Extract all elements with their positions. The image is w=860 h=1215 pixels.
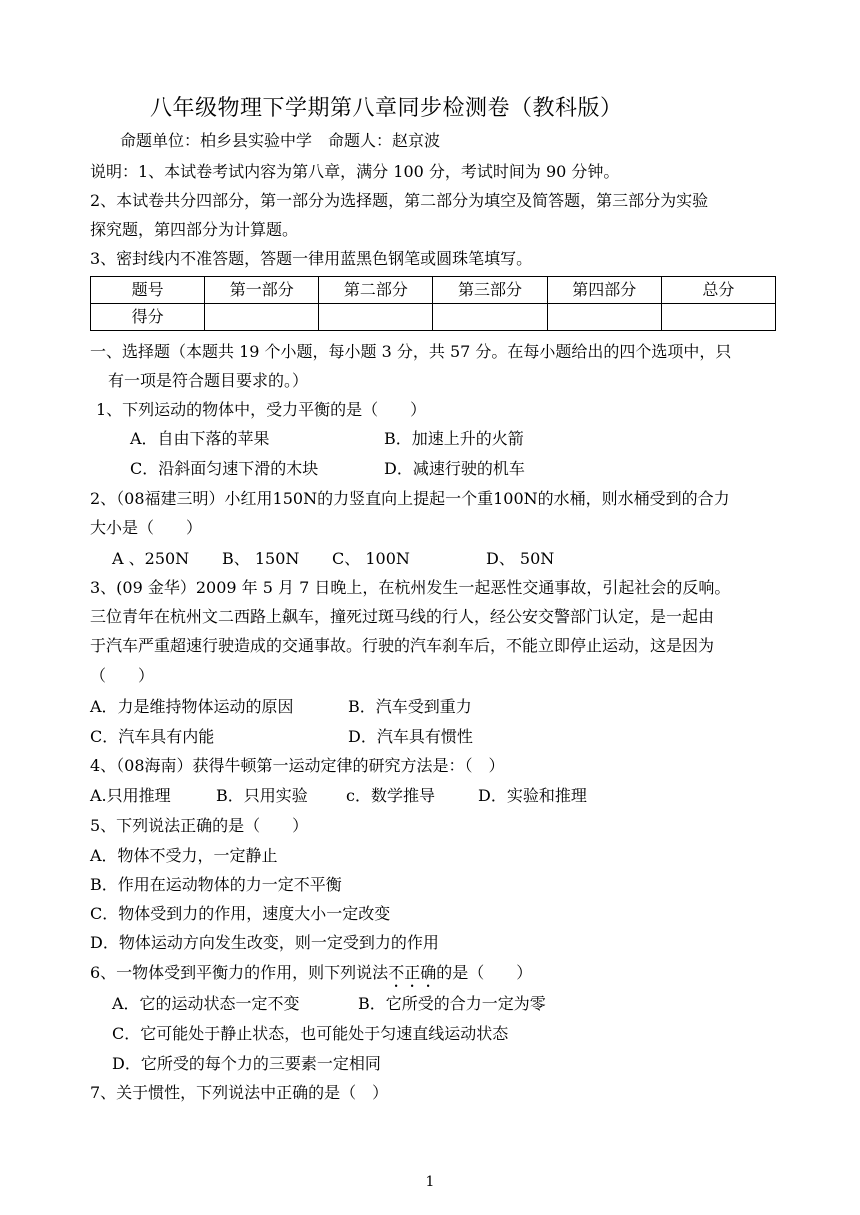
q3-option-a: A．力是维持物体运动的原因 xyxy=(90,697,294,716)
q5-option-d: D．物体运动方向发生改变，则一定受到力的作用 xyxy=(90,933,439,952)
note-line-1: 说明：1、本试卷考试内容为第八章，满分 100 分，考试时间为 90 分钟。 xyxy=(90,162,620,181)
q1-option-d: D．减速行驶的机车 xyxy=(384,459,525,478)
score-table-header-row xyxy=(91,277,776,304)
note-line-3: 探究题，第四部分为计算题。 xyxy=(90,220,299,239)
q6-stem xyxy=(90,962,532,991)
section1-heading-line-2: 有一项是符合题目要求的。） xyxy=(108,371,309,390)
q7-stem: 7、关于惯性，下列说法中正确的是（ ） xyxy=(90,1083,389,1102)
score-header-cell: 第二部分 xyxy=(319,277,433,304)
q2-option-b: B、 150N xyxy=(222,549,300,568)
page-title: 八年级物理下学期第八章同步检测卷（教科版） xyxy=(150,96,623,121)
q6-stem-post: 的是（ ） xyxy=(436,963,533,982)
q5-option-b: B．作用在运动物体的力一定不平衡 xyxy=(90,875,342,894)
q4-option-d: D．实验和推理 xyxy=(478,786,587,805)
q6-stem-pre: 6、一物体受到平衡力的作用，则下列说法 xyxy=(90,963,389,982)
q4-option-c: c．数学推导 xyxy=(346,786,435,805)
section1-heading-line-1: 一、选择题（本题共 19 个小题，每小题 3 分，共 57 分。在每小题给出的四个选项中，只 xyxy=(90,342,732,361)
q1-option-b: B．加速上升的火箭 xyxy=(384,429,524,448)
q3-stem-line-2: 三位青年在杭州文二西路上飙车，撞死过斑马线的行人，经公安交警部门认定，是一起由 xyxy=(90,607,715,626)
score-header-cell: 第四部分 xyxy=(547,277,661,304)
q4-stem: 4、（08海南）获得牛顿第一运动定律的研究方法是：（ ） xyxy=(90,756,505,775)
q6-option-a: A．它的运动状态一定不变 xyxy=(112,994,300,1013)
score-row-label: 得分 xyxy=(91,304,205,331)
q6-option-b: B．它所受的合力一定为零 xyxy=(358,994,546,1013)
score-cell xyxy=(661,304,775,331)
q3-option-c: C．汽车具有内能 xyxy=(90,727,215,746)
score-table xyxy=(90,276,776,331)
note-line-4: 3、密封线内不准答题，答题一律用蓝黑色钢笔或圆珠笔填写。 xyxy=(90,249,533,268)
score-cell xyxy=(319,304,433,331)
q2-stem-line-2: 大小是（ ） xyxy=(90,518,203,537)
author-line: 命题单位：柏乡县实验中学 命题人：赵京波 xyxy=(120,131,441,150)
page-number: 1 xyxy=(425,1174,435,1190)
q3-option-b: B．汽车受到重力 xyxy=(348,697,472,716)
q1-option-a: A．自由下落的苹果 xyxy=(130,429,270,448)
q2-option-a: A 、250N xyxy=(112,549,190,568)
q6-stem-emphasis: 不正确 xyxy=(388,963,437,982)
q2-option-c: C、 100N xyxy=(332,549,410,568)
score-cell xyxy=(547,304,661,331)
q3-stem-line-1: 3、(09 金华）2009 年 5 月 7 日晚上，在杭州发生一起恶性交通事故，引起社会的反响。 xyxy=(90,578,731,597)
q5-option-a: A．物体不受力，一定静止 xyxy=(90,846,278,865)
q6-option-c: C．它可能处于静止状态，也可能处于匀速直线运动状态 xyxy=(112,1024,509,1043)
q3-stem-line-4: （ ） xyxy=(90,666,155,685)
q4-option-b: B．只用实验 xyxy=(216,786,308,805)
score-header-cell: 第三部分 xyxy=(433,277,547,304)
score-header-cell: 第一部分 xyxy=(205,277,319,304)
q2-option-d: D、 50N xyxy=(486,549,555,568)
note-line-2: 2、本试卷共分四部分，第一部分为选择题，第二部分为填空及简答题，第三部分为实验 xyxy=(90,191,709,210)
score-header-cell: 总分 xyxy=(661,277,775,304)
q3-stem-line-3: 于汽车严重超速行驶造成的交通事故。行驶的汽车刹车后，不能立即停止运动，这是因为 xyxy=(90,636,715,655)
score-table-score-row xyxy=(91,304,776,331)
score-header-cell: 题号 xyxy=(91,277,205,304)
score-cell xyxy=(205,304,319,331)
q5-stem: 5、下列说法正确的是（ ） xyxy=(90,816,309,835)
q1-option-c: C．沿斜面匀速下滑的木块 xyxy=(130,459,319,478)
q6-option-d: D．它所受的每个力的三要素一定相同 xyxy=(112,1054,381,1073)
q4-option-a: A.只用推理 xyxy=(90,786,171,805)
q5-option-c: C．物体受到力的作用，速度大小一定改变 xyxy=(90,904,391,923)
q3-option-d: D．汽车具有惯性 xyxy=(348,727,473,746)
q2-stem-line-1: 2、（08福建三明）小红用150N的力竖直向上提起一个重100N的水桶，则水桶受到的合力 xyxy=(90,489,730,508)
score-cell xyxy=(433,304,547,331)
q1-stem: 1、下列运动的物体中，受力平衡的是（ ） xyxy=(96,400,427,419)
